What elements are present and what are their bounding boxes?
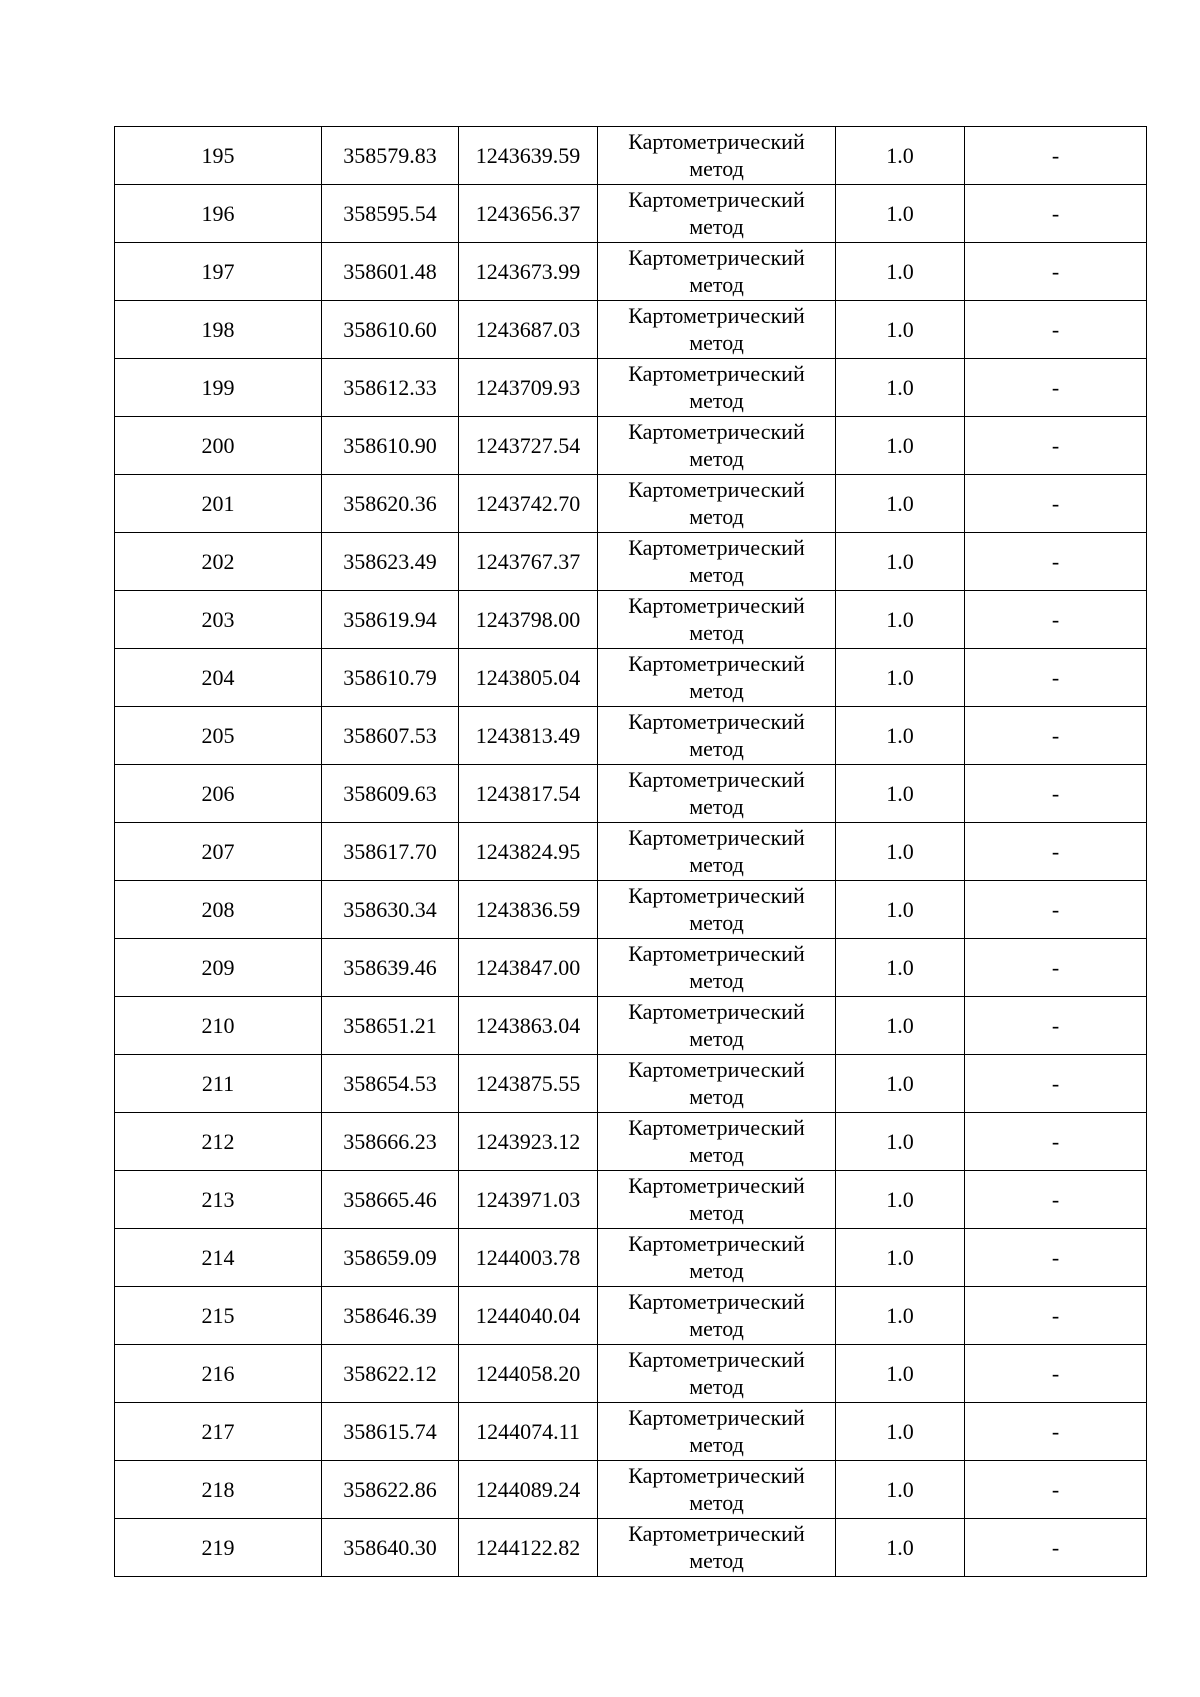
table-row bbox=[115, 1403, 1147, 1461]
x-coordinate-cell: 358666.23 bbox=[322, 1113, 459, 1171]
point-number-cell: 217 bbox=[115, 1403, 322, 1461]
table-row bbox=[115, 301, 1147, 359]
point-number-cell: 204 bbox=[115, 649, 322, 707]
method-cell bbox=[598, 823, 836, 881]
accuracy-cell: 1.0 bbox=[836, 997, 965, 1055]
table-row bbox=[115, 1055, 1147, 1113]
accuracy-cell: 1.0 bbox=[836, 533, 965, 591]
method-text: Картометрический метод bbox=[628, 1172, 805, 1225]
accuracy-cell: 1.0 bbox=[836, 1461, 965, 1519]
method-cell bbox=[598, 243, 836, 301]
table-row bbox=[115, 591, 1147, 649]
x-coordinate-cell: 358610.79 bbox=[322, 649, 459, 707]
accuracy-cell: 1.0 bbox=[836, 127, 965, 185]
method-cell bbox=[598, 127, 836, 185]
method-cell bbox=[598, 1171, 836, 1229]
x-coordinate-cell: 358617.70 bbox=[322, 823, 459, 881]
method-text: Картометрический метод bbox=[628, 1462, 805, 1515]
accuracy-cell: 1.0 bbox=[836, 1055, 965, 1113]
y-coordinate-cell: 1243836.59 bbox=[459, 881, 598, 939]
table-row bbox=[115, 1113, 1147, 1171]
note-cell: - bbox=[965, 939, 1147, 997]
method-text: Картометрический метод bbox=[628, 534, 805, 587]
accuracy-cell: 1.0 bbox=[836, 243, 965, 301]
point-number-cell: 214 bbox=[115, 1229, 322, 1287]
method-cell bbox=[598, 185, 836, 243]
point-number-cell: 215 bbox=[115, 1287, 322, 1345]
accuracy-cell: 1.0 bbox=[836, 1403, 965, 1461]
x-coordinate-cell: 358610.60 bbox=[322, 301, 459, 359]
method-text: Картометрический метод bbox=[628, 882, 805, 935]
note-cell: - bbox=[965, 1229, 1147, 1287]
point-number-cell: 205 bbox=[115, 707, 322, 765]
y-coordinate-cell: 1243863.04 bbox=[459, 997, 598, 1055]
method-cell bbox=[598, 417, 836, 475]
x-coordinate-cell: 358615.74 bbox=[322, 1403, 459, 1461]
x-coordinate-cell: 358620.36 bbox=[322, 475, 459, 533]
point-number-cell: 197 bbox=[115, 243, 322, 301]
note-cell: - bbox=[965, 127, 1147, 185]
note-cell: - bbox=[965, 1403, 1147, 1461]
table-row bbox=[115, 185, 1147, 243]
method-cell bbox=[598, 301, 836, 359]
note-cell: - bbox=[965, 533, 1147, 591]
y-coordinate-cell: 1243687.03 bbox=[459, 301, 598, 359]
note-cell: - bbox=[965, 1519, 1147, 1577]
point-number-cell: 196 bbox=[115, 185, 322, 243]
y-coordinate-cell: 1243798.00 bbox=[459, 591, 598, 649]
y-coordinate-cell: 1243709.93 bbox=[459, 359, 598, 417]
accuracy-cell: 1.0 bbox=[836, 591, 965, 649]
method-cell bbox=[598, 1055, 836, 1113]
table-row bbox=[115, 997, 1147, 1055]
table-row bbox=[115, 881, 1147, 939]
point-number-cell: 210 bbox=[115, 997, 322, 1055]
x-coordinate-cell: 358651.21 bbox=[322, 997, 459, 1055]
note-cell: - bbox=[965, 475, 1147, 533]
note-cell: - bbox=[965, 591, 1147, 649]
note-cell: - bbox=[965, 823, 1147, 881]
y-coordinate-cell: 1243656.37 bbox=[459, 185, 598, 243]
point-number-cell: 209 bbox=[115, 939, 322, 997]
accuracy-cell: 1.0 bbox=[836, 417, 965, 475]
x-coordinate-cell: 358610.90 bbox=[322, 417, 459, 475]
accuracy-cell: 1.0 bbox=[836, 823, 965, 881]
note-cell: - bbox=[965, 649, 1147, 707]
y-coordinate-cell: 1243971.03 bbox=[459, 1171, 598, 1229]
note-cell: - bbox=[965, 243, 1147, 301]
method-cell bbox=[598, 649, 836, 707]
note-cell: - bbox=[965, 417, 1147, 475]
table-row bbox=[115, 1461, 1147, 1519]
method-text: Картометрический метод bbox=[628, 128, 805, 181]
note-cell: - bbox=[965, 707, 1147, 765]
point-number-cell: 207 bbox=[115, 823, 322, 881]
method-text: Картометрический метод bbox=[628, 1404, 805, 1457]
y-coordinate-cell: 1243742.70 bbox=[459, 475, 598, 533]
x-coordinate-cell: 358612.33 bbox=[322, 359, 459, 417]
x-coordinate-cell: 358619.94 bbox=[322, 591, 459, 649]
method-text: Картометрический метод bbox=[628, 708, 805, 761]
y-coordinate-cell: 1243847.00 bbox=[459, 939, 598, 997]
accuracy-cell: 1.0 bbox=[836, 1519, 965, 1577]
method-cell bbox=[598, 533, 836, 591]
x-coordinate-cell: 358665.46 bbox=[322, 1171, 459, 1229]
coordinates-table bbox=[114, 126, 1147, 1577]
method-text: Картометрический метод bbox=[628, 418, 805, 471]
note-cell: - bbox=[965, 1461, 1147, 1519]
y-coordinate-cell: 1244074.11 bbox=[459, 1403, 598, 1461]
method-text: Картометрический метод bbox=[628, 186, 805, 239]
x-coordinate-cell: 358607.53 bbox=[322, 707, 459, 765]
table-row bbox=[115, 823, 1147, 881]
accuracy-cell: 1.0 bbox=[836, 939, 965, 997]
point-number-cell: 195 bbox=[115, 127, 322, 185]
method-text: Картометрический метод bbox=[628, 940, 805, 993]
accuracy-cell: 1.0 bbox=[836, 1345, 965, 1403]
x-coordinate-cell: 358659.09 bbox=[322, 1229, 459, 1287]
accuracy-cell: 1.0 bbox=[836, 475, 965, 533]
point-number-cell: 216 bbox=[115, 1345, 322, 1403]
method-cell bbox=[598, 939, 836, 997]
point-number-cell: 219 bbox=[115, 1519, 322, 1577]
table-row bbox=[115, 1519, 1147, 1577]
table-row bbox=[115, 475, 1147, 533]
accuracy-cell: 1.0 bbox=[836, 707, 965, 765]
x-coordinate-cell: 358646.39 bbox=[322, 1287, 459, 1345]
table-row bbox=[115, 939, 1147, 997]
point-number-cell: 218 bbox=[115, 1461, 322, 1519]
y-coordinate-cell: 1243824.95 bbox=[459, 823, 598, 881]
y-coordinate-cell: 1243727.54 bbox=[459, 417, 598, 475]
table-row bbox=[115, 1229, 1147, 1287]
note-cell: - bbox=[965, 765, 1147, 823]
method-text: Картометрический метод bbox=[628, 766, 805, 819]
table-body bbox=[115, 127, 1147, 1577]
method-cell bbox=[598, 359, 836, 417]
method-cell bbox=[598, 1519, 836, 1577]
point-number-cell: 208 bbox=[115, 881, 322, 939]
table-row bbox=[115, 649, 1147, 707]
accuracy-cell: 1.0 bbox=[836, 881, 965, 939]
table-row bbox=[115, 417, 1147, 475]
accuracy-cell: 1.0 bbox=[836, 765, 965, 823]
point-number-cell: 198 bbox=[115, 301, 322, 359]
table-row bbox=[115, 127, 1147, 185]
y-coordinate-cell: 1243639.59 bbox=[459, 127, 598, 185]
note-cell: - bbox=[965, 1345, 1147, 1403]
x-coordinate-cell: 358595.54 bbox=[322, 185, 459, 243]
note-cell: - bbox=[965, 1171, 1147, 1229]
accuracy-cell: 1.0 bbox=[836, 1171, 965, 1229]
accuracy-cell: 1.0 bbox=[836, 185, 965, 243]
point-number-cell: 200 bbox=[115, 417, 322, 475]
method-cell bbox=[598, 591, 836, 649]
method-cell bbox=[598, 881, 836, 939]
table-row bbox=[115, 707, 1147, 765]
method-cell bbox=[598, 1229, 836, 1287]
point-number-cell: 211 bbox=[115, 1055, 322, 1113]
method-cell bbox=[598, 1345, 836, 1403]
point-number-cell: 201 bbox=[115, 475, 322, 533]
y-coordinate-cell: 1243805.04 bbox=[459, 649, 598, 707]
y-coordinate-cell: 1244089.24 bbox=[459, 1461, 598, 1519]
point-number-cell: 206 bbox=[115, 765, 322, 823]
y-coordinate-cell: 1244003.78 bbox=[459, 1229, 598, 1287]
method-text: Картометрический метод bbox=[628, 1230, 805, 1283]
x-coordinate-cell: 358579.83 bbox=[322, 127, 459, 185]
method-cell bbox=[598, 1287, 836, 1345]
y-coordinate-cell: 1244058.20 bbox=[459, 1345, 598, 1403]
method-text: Картометрический метод bbox=[628, 1520, 805, 1573]
method-text: Картометрический метод bbox=[628, 998, 805, 1051]
method-text: Картометрический метод bbox=[628, 824, 805, 877]
method-text: Картометрический метод bbox=[628, 650, 805, 703]
table-row bbox=[115, 243, 1147, 301]
accuracy-cell: 1.0 bbox=[836, 359, 965, 417]
method-cell bbox=[598, 1461, 836, 1519]
note-cell: - bbox=[965, 359, 1147, 417]
x-coordinate-cell: 358623.49 bbox=[322, 533, 459, 591]
table-row bbox=[115, 765, 1147, 823]
y-coordinate-cell: 1243813.49 bbox=[459, 707, 598, 765]
x-coordinate-cell: 358640.30 bbox=[322, 1519, 459, 1577]
y-coordinate-cell: 1243875.55 bbox=[459, 1055, 598, 1113]
note-cell: - bbox=[965, 997, 1147, 1055]
table-row bbox=[115, 359, 1147, 417]
note-cell: - bbox=[965, 1287, 1147, 1345]
accuracy-cell: 1.0 bbox=[836, 1287, 965, 1345]
point-number-cell: 203 bbox=[115, 591, 322, 649]
y-coordinate-cell: 1244040.04 bbox=[459, 1287, 598, 1345]
method-text: Картометрический метод bbox=[628, 1114, 805, 1167]
method-text: Картометрический метод bbox=[628, 1056, 805, 1109]
accuracy-cell: 1.0 bbox=[836, 649, 965, 707]
accuracy-cell: 1.0 bbox=[836, 1113, 965, 1171]
point-number-cell: 199 bbox=[115, 359, 322, 417]
table-row bbox=[115, 533, 1147, 591]
method-text: Картометрический метод bbox=[628, 244, 805, 297]
point-number-cell: 213 bbox=[115, 1171, 322, 1229]
table-row bbox=[115, 1287, 1147, 1345]
note-cell: - bbox=[965, 1055, 1147, 1113]
y-coordinate-cell: 1243817.54 bbox=[459, 765, 598, 823]
y-coordinate-cell: 1243923.12 bbox=[459, 1113, 598, 1171]
note-cell: - bbox=[965, 185, 1147, 243]
method-text: Картометрический метод bbox=[628, 1346, 805, 1399]
table-row bbox=[115, 1171, 1147, 1229]
x-coordinate-cell: 358609.63 bbox=[322, 765, 459, 823]
y-coordinate-cell: 1243673.99 bbox=[459, 243, 598, 301]
y-coordinate-cell: 1243767.37 bbox=[459, 533, 598, 591]
note-cell: - bbox=[965, 301, 1147, 359]
point-number-cell: 202 bbox=[115, 533, 322, 591]
method-cell bbox=[598, 475, 836, 533]
method-cell bbox=[598, 997, 836, 1055]
x-coordinate-cell: 358639.46 bbox=[322, 939, 459, 997]
method-cell bbox=[598, 1403, 836, 1461]
method-text: Картометрический метод bbox=[628, 476, 805, 529]
x-coordinate-cell: 358601.48 bbox=[322, 243, 459, 301]
point-number-cell: 212 bbox=[115, 1113, 322, 1171]
method-cell bbox=[598, 1113, 836, 1171]
note-cell: - bbox=[965, 1113, 1147, 1171]
method-text: Картометрический метод bbox=[628, 1288, 805, 1341]
x-coordinate-cell: 358630.34 bbox=[322, 881, 459, 939]
accuracy-cell: 1.0 bbox=[836, 301, 965, 359]
method-cell bbox=[598, 707, 836, 765]
accuracy-cell: 1.0 bbox=[836, 1229, 965, 1287]
method-text: Картометрический метод bbox=[628, 302, 805, 355]
method-cell bbox=[598, 765, 836, 823]
x-coordinate-cell: 358622.12 bbox=[322, 1345, 459, 1403]
x-coordinate-cell: 358654.53 bbox=[322, 1055, 459, 1113]
method-text: Картометрический метод bbox=[628, 360, 805, 413]
note-cell: - bbox=[965, 881, 1147, 939]
x-coordinate-cell: 358622.86 bbox=[322, 1461, 459, 1519]
method-text: Картометрический метод bbox=[628, 592, 805, 645]
table-row bbox=[115, 1345, 1147, 1403]
y-coordinate-cell: 1244122.82 bbox=[459, 1519, 598, 1577]
